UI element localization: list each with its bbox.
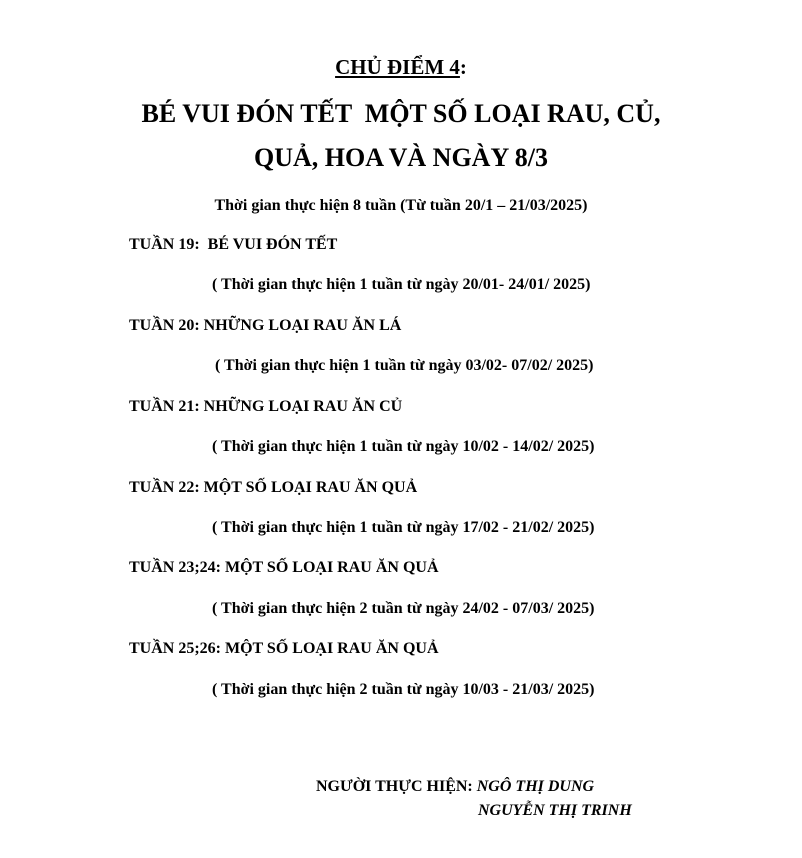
author-name-2: NGUYỄN THỊ TRINH [478,802,632,819]
author-label: NGƯỜI THỰC HIỆN: [316,778,477,795]
title-line-1: BÉ VUI ĐÓN TẾT MỘT SỐ LOẠI RAU, CỦ, [141,99,661,128]
topic-colon: : [459,55,467,79]
title-line-2: QUẢ, HOA VÀ NGÀY 8/3 [254,143,548,172]
week-22-time: ( Thời gian thực hiện 1 tuần từ ngày 17/02 - 21/02/ 2025) [212,519,595,536]
duration-line: Thời gian thực hiện 8 tuần (Từ tuần 20/1 – 21/03/2025) [214,197,588,214]
week-23-24-time: ( Thời gian thực hiện 2 tuần từ ngày 24/02 - 07/03/ 2025) [212,600,595,617]
topic-label: CHỦ ĐIỂM 4 [335,55,460,79]
week-25-26-time: ( Thời gian thực hiện 2 tuần từ ngày 10/03 - 21/03/ 2025) [212,681,595,698]
week-21-title: TUẦN 21: NHỮNG LOẠI RAU ĂN CỦ [129,398,403,415]
week-25-26-title: TUẦN 25;26: MỘT SỐ LOẠI RAU ĂN QUẢ [129,640,439,657]
week-20-time: ( Thời gian thực hiện 1 tuần từ ngày 03/02- 07/02/ 2025) [215,357,594,374]
week-19-title: TUẦN 19: BÉ VUI ĐÓN TẾT [129,236,338,253]
week-21-time: ( Thời gian thực hiện 1 tuần từ ngày 10/02 - 14/02/ 2025) [212,438,595,455]
week-23-24-title: TUẦN 23;24: MỘT SỐ LOẠI RAU ĂN QUẢ [129,559,439,576]
topic-heading [0,57,802,78]
week-20-title: TUẦN 20: NHỮNG LOẠI RAU ĂN LÁ [129,317,402,334]
week-22-title: TUẦN 22: MỘT SỐ LOẠI RAU ĂN QUẢ [129,479,418,496]
author-name-1: NGÔ THỊ DUNG [476,778,595,795]
week-19-time: ( Thời gian thực hiện 1 tuần từ ngày 20/01- 24/01/ 2025) [212,276,591,293]
